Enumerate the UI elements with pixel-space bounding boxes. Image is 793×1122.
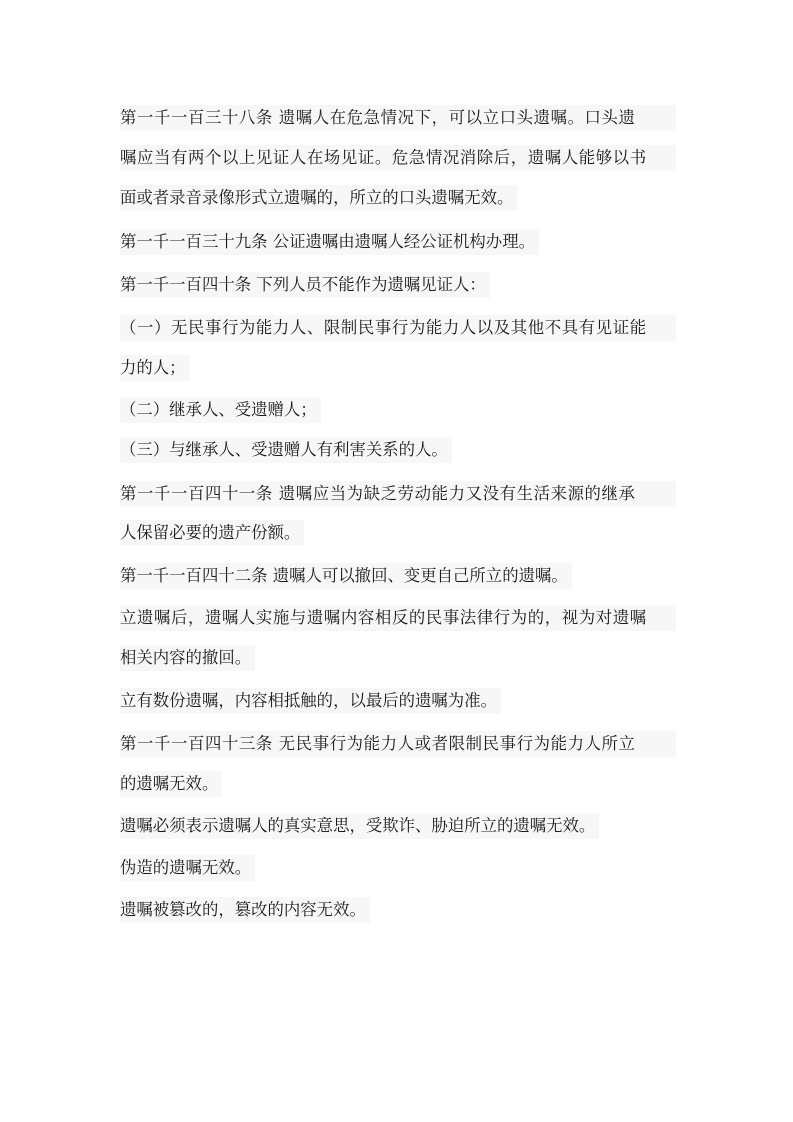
text-line: 相关内容的撤回。 (120, 645, 255, 671)
text-line: 的遗嘱无效。 (120, 771, 222, 797)
text-line: 人保留必要的遗产份额。 (120, 520, 304, 546)
text-line: 面或者录音录像形式立遗嘱的，所立的口头遗嘱无效。 (120, 185, 517, 211)
text-line: 第一千一百四十三条 无民事行为能力人或者限制民事行为能力人所立 (120, 731, 676, 757)
text-line: 第一千一百三十九条 公证遗嘱由遗嘱人经公证机构办理。 (120, 229, 539, 255)
text-line: 嘱应当有两个以上见证人在场见证。危急情况消除后，遗嘱人能够以书 (120, 145, 676, 171)
text-line: 遗嘱被篡改的，篡改的内容无效。 (120, 897, 370, 923)
text-line: 伪造的遗嘱无效。 (120, 855, 255, 881)
text-line: 第一千一百四十二条 遗嘱人可以撤回、变更自己所立的遗嘱。 (120, 563, 572, 589)
text-line: （一）无民事行为能力人、限制民事行为能力人以及其他不具有见证能 (120, 315, 676, 341)
text-line: 遗嘱必须表示遗嘱人的真实意思，受欺诈、胁迫所立的遗嘱无效。 (120, 813, 599, 839)
text-line: 力的人； (120, 355, 190, 381)
text-line: 第一千一百四十一条 遗嘱应当为缺乏劳动能力又没有生活来源的继承 (120, 481, 676, 507)
text-line: 第一千一百四十条 下列人员不能作为遗嘱见证人： (120, 272, 490, 298)
text-line: 立遗嘱后，遗嘱人实施与遗嘱内容相反的民事法律行为的，视为对遗嘱 (120, 605, 676, 631)
text-line: （二）继承人、受遗赠人； (120, 397, 321, 423)
text-line: 第一千一百三十八条 遗嘱人在危急情况下，可以立口头遗嘱。口头遗 (120, 105, 676, 131)
text-line: 立有数份遗嘱，内容相抵触的，以最后的遗嘱为准。 (120, 688, 501, 714)
text-line: （三）与继承人、受遗赠人有利害关系的人。 (120, 437, 452, 463)
